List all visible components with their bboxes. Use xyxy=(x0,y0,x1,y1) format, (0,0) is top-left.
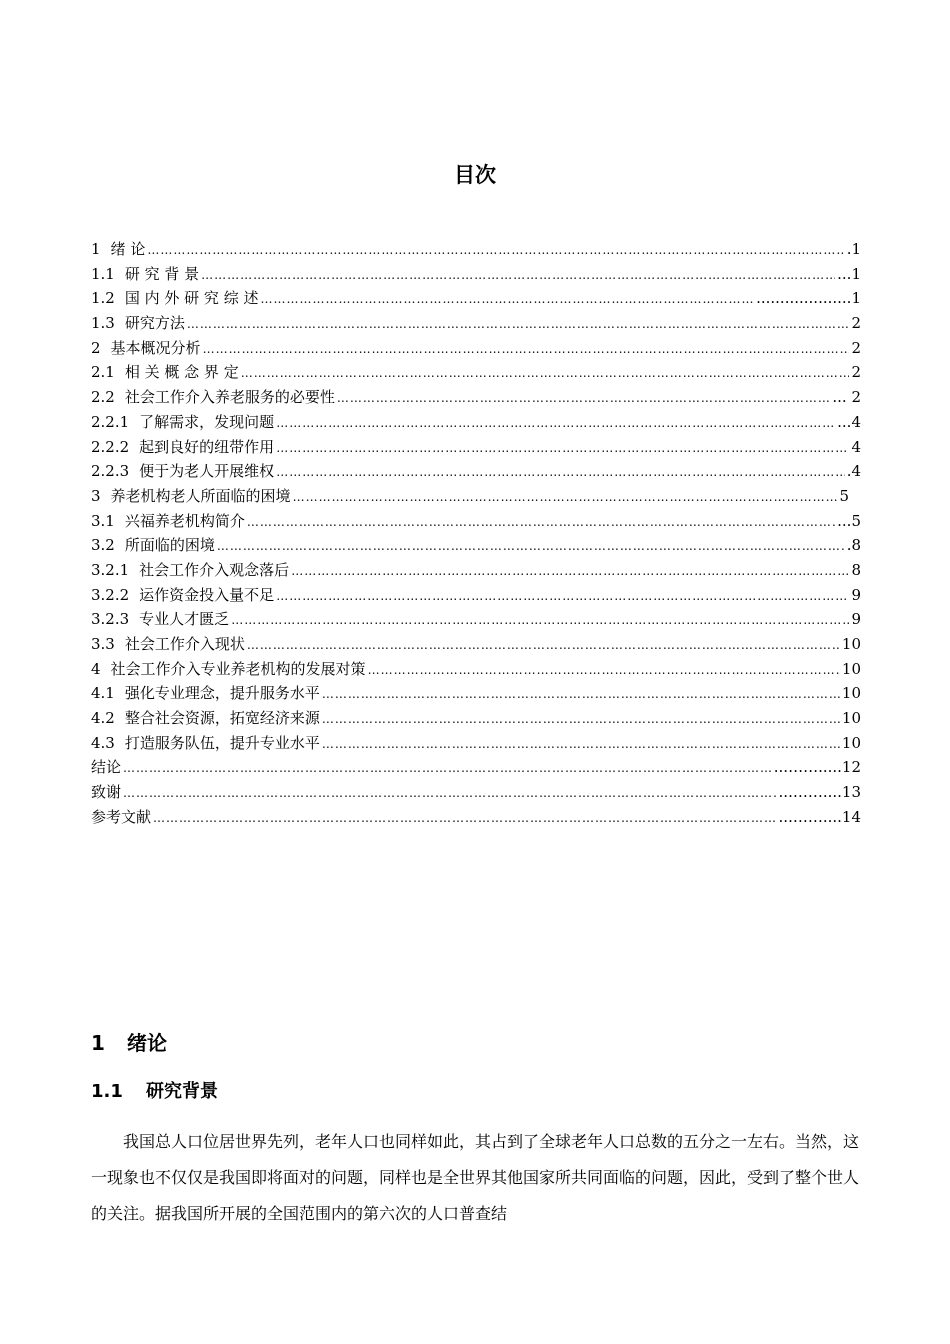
toc-entry-label: 参考文献 xyxy=(91,807,152,826)
toc-entry-number: 1 xyxy=(91,240,101,258)
toc-entry-page: 2 xyxy=(851,363,861,382)
toc-entry-label: 社会工作介入观念落后 xyxy=(139,560,290,579)
toc-entry-label: 基本概况分析 xyxy=(110,338,201,357)
toc-entry-page: 9 xyxy=(851,585,861,604)
toc-entry-number: 1.2 xyxy=(91,289,115,308)
toc-leader-dots xyxy=(322,707,840,731)
toc-entry-page: ... 2 xyxy=(832,388,861,407)
toc-entry-label: 相 关 概 念 界 定 xyxy=(124,363,239,382)
toc-entry-label: 兴福养老机构简介 xyxy=(124,511,245,530)
toc-entry-page: 10 xyxy=(841,733,861,752)
toc-entry[interactable] xyxy=(91,583,861,608)
toc-entry[interactable] xyxy=(91,262,861,287)
toc-entry-page: .1 xyxy=(846,240,861,258)
toc-entry[interactable] xyxy=(91,681,861,706)
toc-entry-number: 4.2 xyxy=(91,709,115,728)
toc-entry-number: 3.2 xyxy=(91,536,115,555)
toc-entry-page: 10 xyxy=(841,709,861,728)
toc-entry-label: 致谢 xyxy=(91,783,122,802)
toc-entry-page: ...……....14 xyxy=(778,807,861,826)
toc-entry-label: 整合社会资源，拓宽经济来源 xyxy=(124,709,320,728)
toc-entry[interactable] xyxy=(91,484,849,509)
toc-entry-page: 4 xyxy=(851,437,861,456)
toc-entry-label: 结论 xyxy=(91,758,122,777)
toc-entry-number: 2.2 xyxy=(91,388,115,407)
toc-entry-number: 4.1 xyxy=(91,684,115,703)
toc-entry-number: 3.2.1 xyxy=(91,560,130,579)
toc-entry-page: ...……....13 xyxy=(778,783,861,802)
toc-entry-page: ...4 xyxy=(837,412,861,431)
toc-entry[interactable] xyxy=(91,607,861,632)
toc-leader-dots xyxy=(201,263,835,287)
toc-entry-page: 8 xyxy=(851,560,861,579)
toc-entry-page: ...1 xyxy=(837,264,861,283)
body-paragraph: 我国总人口位居世界先列，老年人口也同样如此，其占到了全球老年人口总数的五分之一左右。当然，这一现象也不仅仅是我国即将面对的问题，同样也是全世界其他国家所共同面临的问题，因此，受到了整个世人的关注。据我国所开展的全国范围内的第六次的人口普查结 xyxy=(91,1132,860,1223)
chapter-title: 绪论 xyxy=(127,1031,167,1055)
section-title: 研究背景 xyxy=(146,1081,218,1102)
toc-entry[interactable] xyxy=(91,780,861,805)
toc-entry[interactable] xyxy=(91,311,861,336)
toc-leader-dots xyxy=(276,411,835,435)
toc-entry-label: 社会工作介入专业养老机构的发展对策 xyxy=(110,659,366,678)
toc-entry[interactable] xyxy=(91,410,861,435)
toc-entry-page: 10 xyxy=(841,684,861,703)
toc-entry-page: 2 xyxy=(851,338,861,357)
chapter-number: 1 xyxy=(91,1031,105,1055)
toc-entry-label: 社会工作介入现状 xyxy=(124,635,245,653)
toc-entry[interactable] xyxy=(91,237,861,262)
toc-entry-number: 1.1 xyxy=(91,264,115,283)
toc-entry-page: .4 xyxy=(846,462,861,481)
toc-entry-page: 9 xyxy=(851,610,861,629)
toc-entry[interactable] xyxy=(91,632,861,657)
toc-entry-number: 2 xyxy=(91,338,101,357)
toc-entry-page: ....................1 xyxy=(756,289,861,308)
toc-entry[interactable] xyxy=(91,533,861,558)
toc-entry[interactable] xyxy=(91,755,861,780)
toc-entry-label: 研 究 背 景 xyxy=(124,264,200,283)
toc-entry-number: 3.3 xyxy=(91,635,115,653)
toc-leader-dots xyxy=(123,781,777,805)
toc-entry[interactable] xyxy=(91,509,861,534)
toc-leader-dots xyxy=(322,682,840,706)
toc-entry-page: .8 xyxy=(846,536,861,555)
toc-entry-label: 养老机构老人所面临的困境 xyxy=(110,486,291,505)
toc-entry-label: 运作资金投入量不足 xyxy=(139,585,275,604)
toc-entry-label: 国 内 外 研 究 综 述 xyxy=(124,289,259,308)
toc-entry[interactable] xyxy=(91,385,861,410)
toc-entry-label: 打造服务队伍，提升专业水平 xyxy=(124,733,320,752)
toc-entry-page: 2 xyxy=(851,314,861,333)
toc-entry[interactable] xyxy=(91,558,861,583)
table-of-contents xyxy=(91,237,861,830)
toc-leader-dots xyxy=(291,559,849,583)
toc-entry-label: 社会工作介入养老服务的必要性 xyxy=(124,388,335,407)
toc-leader-dots xyxy=(322,732,840,756)
toc-title: 目次 xyxy=(454,163,496,187)
toc-entry-number: 3 xyxy=(91,486,101,505)
toc-entry[interactable] xyxy=(91,435,861,460)
toc-leader-dots xyxy=(247,633,840,657)
toc-entry-page: ...…….....12 xyxy=(773,758,861,777)
toc-leader-dots xyxy=(337,386,831,410)
toc-entry-label: 专业人才匮乏 xyxy=(139,610,230,629)
toc-entry-label: 强化专业理念，提升服务水平 xyxy=(124,684,320,703)
toc-entry-number: 3.2.3 xyxy=(91,610,130,629)
toc-entry-label: 绪 论 xyxy=(110,240,146,258)
toc-leader-dots xyxy=(231,608,849,632)
toc-leader-dots xyxy=(153,806,777,830)
section-heading xyxy=(91,1078,218,1106)
toc-entry-number: 2.2.3 xyxy=(91,462,130,481)
chapter-heading xyxy=(91,1028,167,1058)
toc-entry[interactable] xyxy=(91,336,861,361)
toc-entry-number: 4 xyxy=(91,659,101,678)
toc-leader-dots xyxy=(276,584,849,608)
toc-entry-label: 所面临的困境 xyxy=(124,536,215,555)
toc-entry-number: 3.1 xyxy=(91,511,115,530)
toc-entry[interactable] xyxy=(91,731,861,756)
toc-entry-number: 4.3 xyxy=(91,733,115,752)
toc-leader-dots xyxy=(147,238,844,262)
toc-entry[interactable] xyxy=(91,459,861,484)
toc-leader-dots xyxy=(260,287,754,311)
toc-entry[interactable] xyxy=(91,657,861,682)
toc-entry[interactable] xyxy=(91,805,861,830)
toc-entry[interactable] xyxy=(91,286,861,311)
toc-leader-dots xyxy=(276,436,849,460)
toc-entry[interactable] xyxy=(91,706,861,731)
toc-leader-dots xyxy=(293,485,838,509)
toc-entry-number: 2.1 xyxy=(91,363,115,382)
toc-entry-label: 便于为老人开展维权 xyxy=(139,462,275,481)
toc-leader-dots xyxy=(368,658,840,682)
toc-entry-number: 2.2.2 xyxy=(91,437,130,456)
toc-entry-page: 10 xyxy=(841,659,861,678)
toc-leader-dots xyxy=(187,312,850,336)
toc-leader-dots xyxy=(247,510,835,534)
toc-entry-number: 2.2.1 xyxy=(91,412,130,431)
toc-leader-dots xyxy=(241,361,850,385)
toc-entry-label: 了解需求，发现问题 xyxy=(139,412,275,431)
toc-entry[interactable] xyxy=(91,360,861,385)
toc-entry-number: 3.2.2 xyxy=(91,585,130,604)
toc-leader-dots xyxy=(276,460,845,484)
toc-entry-label: 研究方法 xyxy=(124,314,185,333)
section-number: 1.1 xyxy=(91,1081,123,1102)
toc-entry-page: ...5 xyxy=(837,511,861,530)
toc-entry-page: 10 xyxy=(841,635,861,653)
toc-leader-dots xyxy=(217,534,845,558)
toc-leader-dots xyxy=(203,337,850,361)
toc-entry-label: 起到良好的纽带作用 xyxy=(139,437,275,456)
toc-entry-page: 5 xyxy=(839,486,849,505)
toc-leader-dots xyxy=(123,756,772,780)
toc-entry-number: 1.3 xyxy=(91,314,115,333)
